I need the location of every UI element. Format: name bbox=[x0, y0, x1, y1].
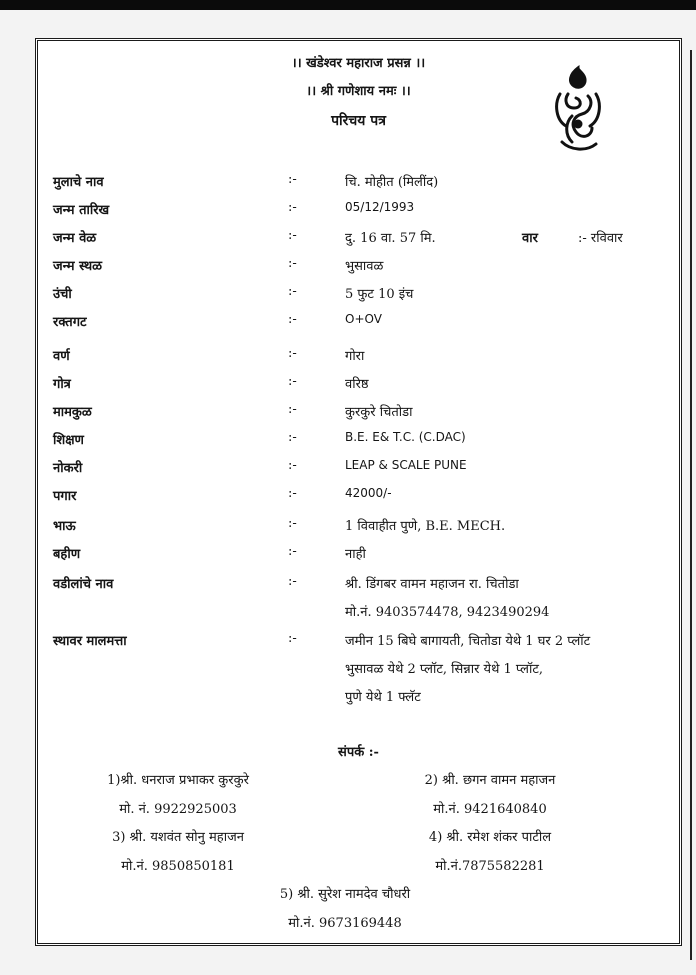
ganesha-icon bbox=[548, 64, 608, 158]
field-separator: :- bbox=[288, 200, 297, 215]
field-row-education bbox=[38, 430, 679, 452]
field-value: दु. 16 वा. 57 मि. bbox=[345, 231, 436, 246]
field-value: LEAP & SCALE PUNE bbox=[345, 458, 467, 472]
adjacent-page-edge bbox=[690, 50, 692, 960]
field-separator: :- bbox=[288, 631, 297, 646]
field-separator: :- bbox=[288, 516, 297, 531]
contact-5-name: 5) श्री. सुरेश नामदेव चौधरी bbox=[279, 887, 411, 902]
field-separator: :- bbox=[288, 458, 297, 473]
property-line-3: पुणे येथे 1 फ्लॅट bbox=[345, 690, 421, 705]
field-row-salary bbox=[38, 486, 679, 508]
field-row-father-name bbox=[38, 574, 679, 596]
invocation-line-2: ।। श्री गणेशाय नमः ।। bbox=[306, 84, 411, 99]
contact-3-name: 3) श्री. यशवंत सोनु महाजन bbox=[112, 830, 244, 845]
field-label: मुलाचे नाव bbox=[53, 175, 104, 190]
field-label: जन्म वेळ bbox=[53, 231, 97, 246]
field-separator: :- bbox=[288, 544, 297, 559]
field-row-sister bbox=[38, 544, 679, 566]
field-separator: :- bbox=[288, 402, 297, 417]
field-row-job bbox=[38, 458, 679, 480]
field-value: जमीन 15 बिघे बागायती, चितोडा येथे 1 घर 2 प्लॉट bbox=[345, 634, 591, 649]
contact-4-name: 4) श्री. रमेश शंकर पाटील bbox=[428, 830, 552, 845]
contact-1-phone: मो. नं. 9922925003 bbox=[119, 802, 237, 817]
top-black-bar bbox=[0, 0, 696, 10]
contact-2-phone: मो.नं. 9421640840 bbox=[433, 802, 547, 817]
field-row-name bbox=[38, 172, 679, 194]
field-row-brother bbox=[38, 516, 679, 538]
field-value: कुरकुरे चितोडा bbox=[345, 405, 413, 420]
field-separator: :- bbox=[288, 374, 297, 389]
field-value: 42000/- bbox=[345, 486, 392, 500]
field-value: भुसावळ bbox=[345, 259, 384, 274]
field-row-maternal-family bbox=[38, 402, 679, 424]
field-value: श्री. डिंगबर वामन महाजन रा. चितोडा bbox=[345, 577, 519, 592]
contact-5-phone: मो.नं. 9673169448 bbox=[288, 916, 402, 931]
field-row-birth-place bbox=[38, 256, 679, 278]
field-row-birth-date bbox=[38, 200, 679, 222]
field-label: बहीण bbox=[53, 547, 81, 562]
field-value: O+OV bbox=[345, 312, 382, 326]
field-value: B.E. E& T.C. (C.DAC) bbox=[345, 430, 466, 444]
field-separator: :- bbox=[288, 172, 297, 187]
property-line-2: भुसावळ येथे 2 प्लॉट, सिन्नार येथे 1 प्लॉट, bbox=[345, 662, 544, 677]
field-label: नोकरी bbox=[53, 461, 83, 476]
field-separator: :- bbox=[288, 256, 297, 271]
field-value: नाही bbox=[345, 547, 366, 562]
document-title: परिचय पत्र bbox=[331, 113, 386, 129]
field-value: 05/12/1993 bbox=[345, 200, 415, 214]
field-label: स्थावर मालमत्ता bbox=[53, 634, 127, 649]
field-label: पगार bbox=[53, 489, 77, 504]
field-value: 5 फुट 10 इंच bbox=[345, 287, 414, 302]
contacts-title: संपर्क :- bbox=[338, 745, 379, 760]
field-value: गोरा bbox=[345, 349, 365, 364]
field-label: जन्म तारिख bbox=[53, 203, 110, 218]
field-label: मामकुळ bbox=[53, 405, 92, 420]
field-separator: :- bbox=[288, 486, 297, 501]
field-label: वर्ण bbox=[53, 349, 70, 364]
field-label: उंची bbox=[53, 287, 72, 302]
field-separator: :- bbox=[288, 284, 297, 299]
contact-3-phone: मो.नं. 9850850181 bbox=[121, 859, 235, 874]
weekday-label: वार bbox=[522, 231, 538, 246]
contact-1-name: 1)श्री. धनराज प्रभाकर कुरकुरे bbox=[107, 773, 249, 788]
field-label: वडीलांचे नाव bbox=[53, 577, 114, 592]
field-value: वरिष्ठ bbox=[345, 377, 369, 392]
father-phone: मो.नं. 9403574478, 9423490294 bbox=[345, 605, 550, 620]
field-label: गोत्र bbox=[53, 377, 71, 392]
biodata-card bbox=[35, 38, 682, 946]
contact-2-name: 2) श्री. छगन वामन महाजन bbox=[424, 773, 556, 788]
field-row-property bbox=[38, 631, 679, 653]
field-label: शिक्षण bbox=[53, 433, 84, 448]
field-separator: :- bbox=[288, 312, 297, 327]
field-row-birth-time bbox=[38, 228, 679, 250]
field-label: रक्तगट bbox=[53, 315, 87, 330]
field-value: 1 विवाहीत पुणे, B.E. MECH. bbox=[345, 519, 506, 534]
field-row-height bbox=[38, 284, 679, 306]
weekday-value: :- रविवार bbox=[578, 231, 623, 246]
field-label: जन्म स्थळ bbox=[53, 259, 103, 274]
field-separator: :- bbox=[288, 228, 297, 243]
field-row-complexion bbox=[38, 346, 679, 368]
field-row-gotra bbox=[38, 374, 679, 396]
field-separator: :- bbox=[288, 430, 297, 445]
field-row-blood-group bbox=[38, 312, 679, 334]
field-separator: :- bbox=[288, 346, 297, 361]
invocation-line-1: ।। खंडेश्वर महाराज प्रसन्न ।। bbox=[291, 56, 426, 71]
field-label: भाऊ bbox=[53, 519, 76, 534]
field-value: चि. मोहीत (मिलींद) bbox=[345, 175, 439, 190]
contact-4-phone: मो.नं.7875582281 bbox=[435, 859, 545, 874]
field-separator: :- bbox=[288, 574, 297, 589]
